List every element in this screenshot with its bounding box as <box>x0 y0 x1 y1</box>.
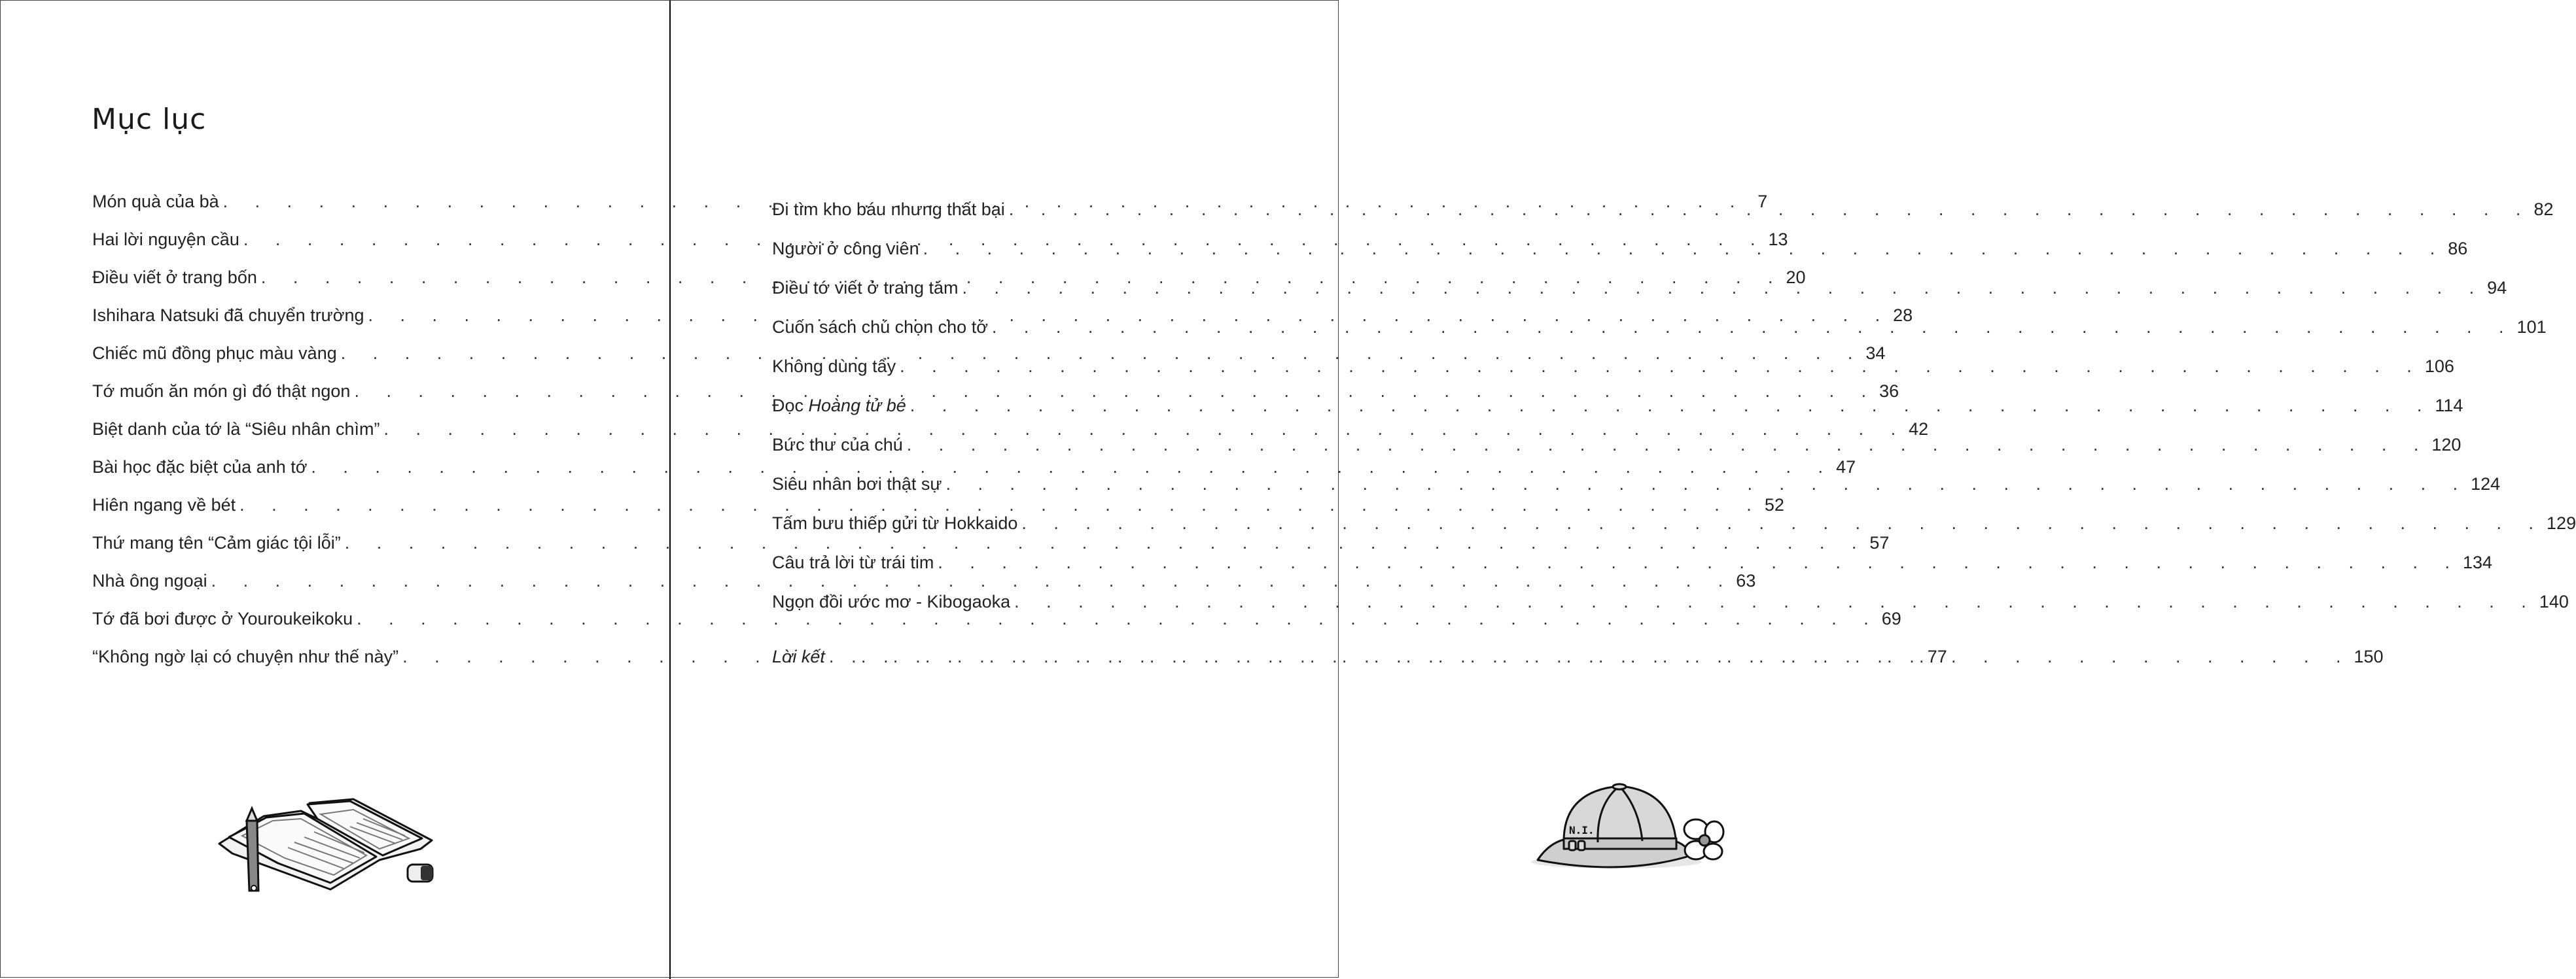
hat-initials: N.I. <box>1569 824 1595 836</box>
entry-title-italic: Lời kết <box>772 647 825 666</box>
entry-title: Ishihara Natsuki đã chuyển trường <box>92 305 364 325</box>
entry-title: Tớ đã bơi được ở Youroukeikoku <box>92 609 353 628</box>
hat-icon <box>1538 784 1691 867</box>
entry-page-number: 69 <box>1881 609 1901 628</box>
entry-page-number: 134 <box>2462 553 2493 572</box>
entry-page-number: 7 <box>1757 192 1768 211</box>
entry-page-number: 86 <box>2448 239 2468 258</box>
school-hat-illustration <box>1525 778 1727 876</box>
entry-page-number: 42 <box>1909 419 1929 439</box>
dot-leader <box>938 553 2459 573</box>
entry-title: Điều viết ở trang bốn <box>92 267 257 287</box>
bow-icon <box>1684 819 1723 859</box>
entry-page-number: 106 <box>2424 356 2454 376</box>
entry-title: Chiếc mũ đồng phục màu vàng <box>92 343 337 363</box>
entry-page-number: 120 <box>2431 435 2461 455</box>
entry-title: Biệt danh của tớ là “Siêu nhân chìm” <box>92 419 380 439</box>
entry-title: Hai lời nguyện cầu <box>92 230 239 249</box>
dot-leader <box>992 317 2513 337</box>
entry-page-number: 52 <box>1764 495 1784 515</box>
entry-page-number: 28 <box>1893 305 1913 325</box>
entry-title: Bức thư của chú <box>772 435 903 455</box>
entry-title: Thứ mang tên “Cảm giác tội lỗi” <box>92 533 341 553</box>
entry-page-number: 34 <box>1865 343 1886 363</box>
entry-page-number: 77 <box>1927 647 1947 666</box>
entry-title <box>772 396 906 416</box>
entry-title: Tấm bưu thiếp gửi từ Hokkaido <box>772 513 1018 533</box>
dot-leader <box>829 647 2350 667</box>
entry-page-number: 63 <box>1736 571 1756 591</box>
entry-page-number: 47 <box>1836 457 1856 477</box>
eraser-icon <box>408 865 432 882</box>
pencil-icon <box>247 808 258 891</box>
entry-page-number: 124 <box>2471 474 2501 494</box>
entry-title: Bài học đặc biệt của anh tớ <box>92 457 308 477</box>
dot-leader <box>1021 513 2543 534</box>
entry-page-number: 82 <box>2533 199 2554 219</box>
dot-leader <box>900 356 2421 377</box>
dot-leader <box>962 278 2484 298</box>
notebook-pencil-eraser-illustration <box>213 785 442 896</box>
entry-title: Đi tìm kho báu nhưng thất bại <box>772 199 1005 219</box>
entry-page-number: 57 <box>1869 533 1890 553</box>
dot-leader <box>923 239 2444 259</box>
entry-page-number: 13 <box>1768 230 1788 249</box>
dot-leader <box>907 435 2428 455</box>
entry-page-number: 129 <box>2547 513 2576 533</box>
dot-leader <box>945 474 2467 494</box>
entry-title: Nhà ông ngoại <box>92 571 207 591</box>
entry-page-number: 150 <box>2354 647 2384 666</box>
dot-leader <box>910 396 2431 416</box>
entry-title-prefix: Đọc <box>772 396 809 415</box>
entry-title: Điều tớ viết ở trang tám <box>772 278 959 298</box>
entry-page-number: 20 <box>1786 267 1806 287</box>
entry-title: Câu trả lời từ trái tim <box>772 553 934 572</box>
entry-page-number: 114 <box>2435 396 2463 415</box>
entry-title: Cuốn sách chú chọn cho tớ <box>772 317 988 337</box>
entry-page-number: 94 <box>2487 278 2507 298</box>
dot-leader <box>1014 592 2535 612</box>
toc-title: Mục lục <box>92 103 207 137</box>
entry-title: Món quà của bà <box>92 192 219 211</box>
entry-page-number: 101 <box>2516 317 2547 337</box>
entry-page-number: 140 <box>2539 592 2569 611</box>
entry-title: “Không ngờ lại có chuyện như thế này” <box>92 647 399 666</box>
toc-entry[interactable] <box>92 609 1901 647</box>
toc-entry[interactable] <box>772 199 2554 239</box>
entry-title: Siêu nhân bơi thật sự <box>772 474 942 494</box>
entry-title <box>772 647 825 667</box>
dot-leader <box>1009 199 2530 220</box>
entry-title-italic: Hoàng tử bé <box>808 396 906 415</box>
entry-title: Tớ muốn ăn món gì đó thật ngon <box>92 381 351 401</box>
entry-title: Hiên ngang về bét <box>92 495 236 515</box>
entry-page-number: 36 <box>1879 381 1899 401</box>
entry-title: Ngọn đồi ước mơ - Kibogaoka <box>772 592 1011 611</box>
entry-title: Không dùng tẩy <box>772 356 896 376</box>
entry-title: Người ở công viên <box>772 239 919 258</box>
